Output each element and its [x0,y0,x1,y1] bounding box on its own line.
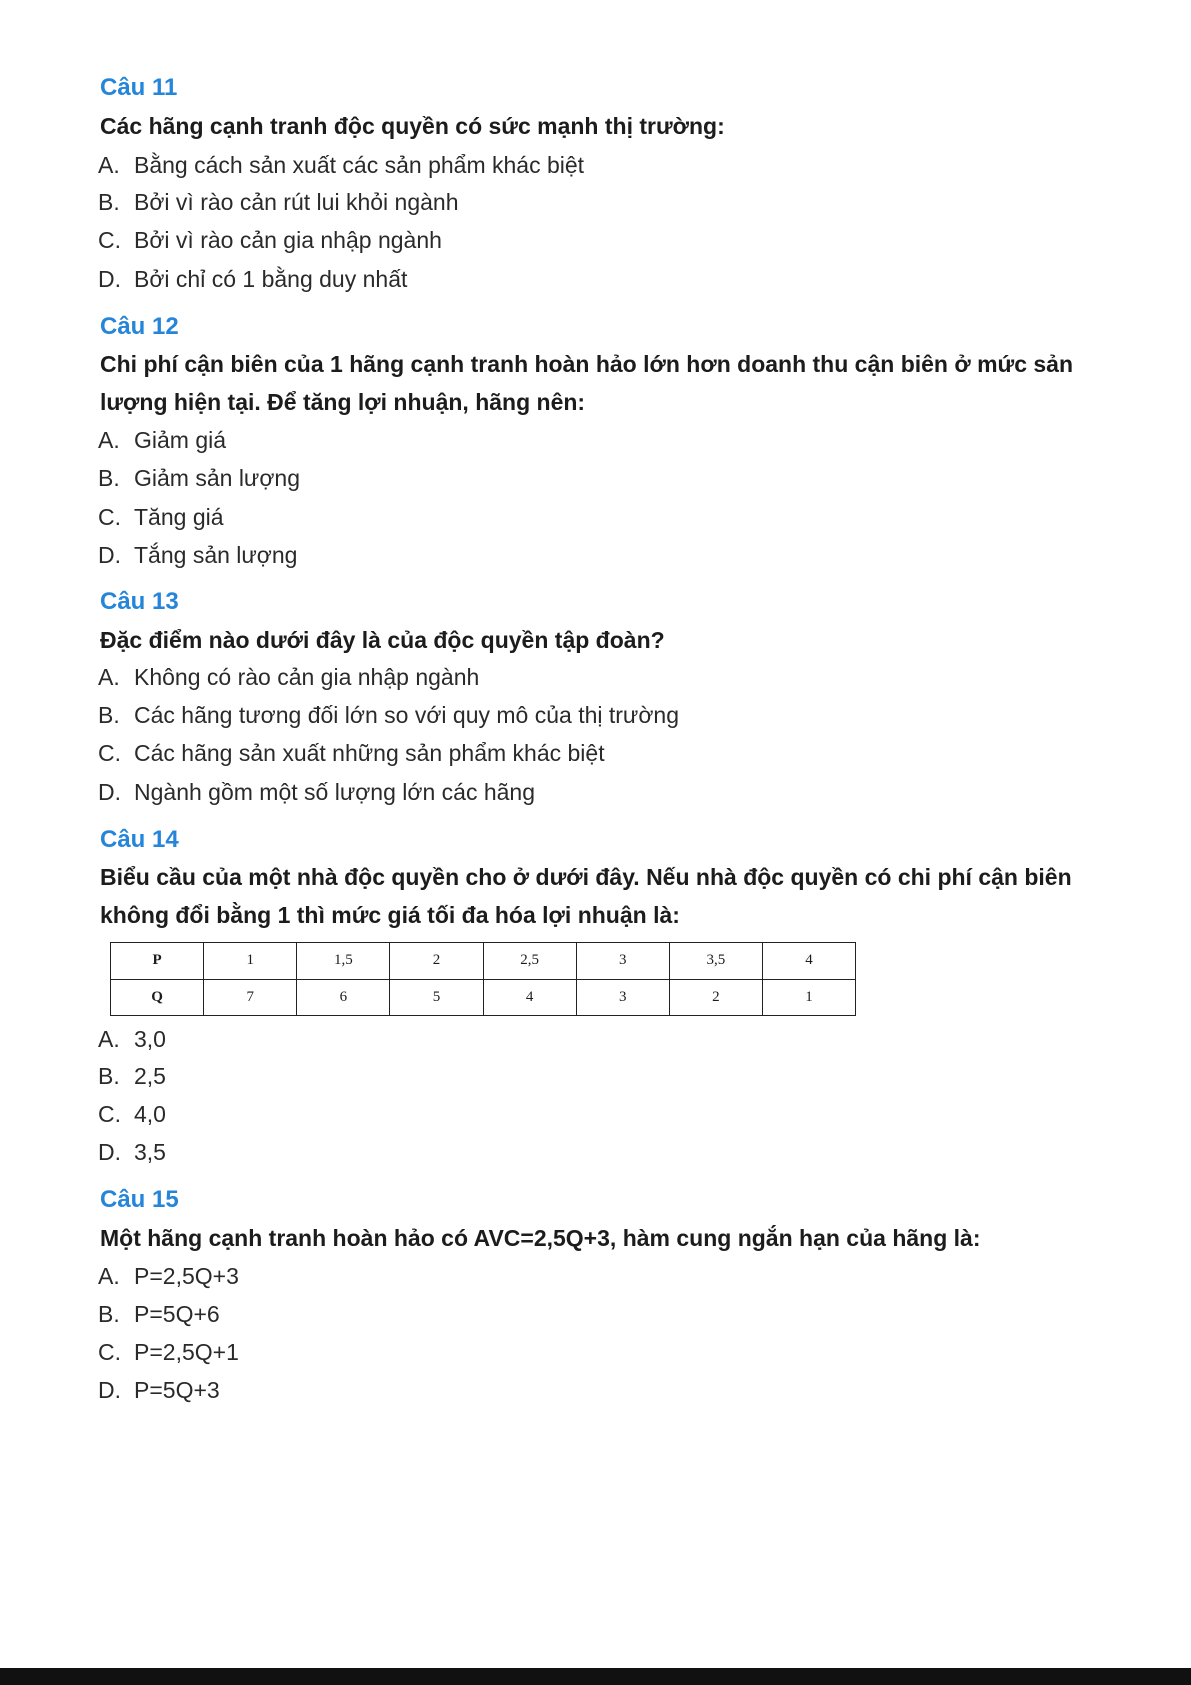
question-12-option-b [98,463,300,493]
option-text: Tăng giá [134,504,224,530]
question-13-option-a [98,662,479,692]
option-letter: B. [98,702,120,728]
option-text: Giảm giá [134,427,227,453]
option-letter: A. [98,664,120,690]
option-text: 2,5 [134,1063,166,1089]
option-letter: B. [98,465,120,491]
quantity-header-cell: Q [111,979,204,1016]
option-text: Bởi vì rào cản gia nhập ngành [134,227,442,253]
question-15-option-c [98,1337,239,1367]
price-row [111,943,856,980]
option-text: P=2,5Q+3 [134,1263,239,1289]
option-letter: D. [98,542,121,568]
question-12-title: Câu 12 [100,313,179,340]
option-text: 3,0 [134,1026,166,1052]
question-11-option-a [98,150,584,180]
question-13-title: Câu 13 [100,588,179,615]
question-13-stem: Đặc điểm nào dưới đây là của độc quyền tập đoàn? [100,627,665,653]
option-text: Không có rào cản gia nhập ngành [134,664,480,690]
option-text: P=5Q+6 [134,1301,220,1327]
question-14-title: Câu 14 [100,826,179,853]
option-letter: D. [98,266,121,292]
option-letter: A. [98,1263,120,1289]
question-11-option-d [98,264,407,294]
option-letter: D. [98,779,121,805]
question-14-option-c [98,1099,166,1129]
quantity-cell: 5 [390,979,483,1016]
price-cell: 2 [390,943,483,980]
option-letter: A. [98,427,120,453]
quantity-cell: 1 [762,979,855,1016]
option-text: Ngành gồm một số lượng lớn các hãng [134,779,535,805]
question-15-option-b [98,1299,220,1329]
question-11-option-c [98,225,442,255]
question-12-option-d [98,540,297,570]
option-letter: D. [98,1139,121,1165]
option-letter: B. [98,189,120,215]
option-letter: B. [98,1301,120,1327]
price-cell: 1,5 [297,943,390,980]
option-text: Giảm sản lượng [134,465,300,491]
quantity-cell: 3 [576,979,669,1016]
question-13-option-b [98,700,679,730]
option-text: 3,5 [134,1139,166,1165]
option-letter: D. [98,1377,121,1403]
option-letter: B. [98,1063,120,1089]
option-text: Các hãng sản xuất những sản phẩm khác biệt [134,740,605,766]
option-text: P=2,5Q+1 [134,1339,239,1365]
option-letter: C. [98,504,121,530]
option-letter: A. [98,1026,120,1052]
quantity-cell: 7 [204,979,297,1016]
option-text: Bởi vì rào cản rút lui khỏi ngành [134,189,459,215]
question-12-option-a [98,425,226,455]
option-text: P=5Q+3 [134,1377,220,1403]
quantity-row [111,979,856,1016]
question-14-option-d [98,1137,166,1167]
question-15-option-a [98,1261,239,1291]
demand-schedule-table [110,942,856,1016]
question-15-option-d [98,1375,220,1405]
question-14-option-b [98,1061,166,1091]
quantity-cell: 2 [669,979,762,1016]
question-15-title: Câu 15 [100,1186,179,1213]
option-text: Bởi chỉ có 1 bằng duy nhất [134,266,408,292]
price-header-cell: P [111,943,204,980]
price-cell: 1 [204,943,297,980]
option-letter: C. [98,1339,121,1365]
question-11-option-b [98,187,458,217]
price-cell: 3 [576,943,669,980]
bottom-edge-bar [0,1668,1191,1685]
option-text: 4,0 [134,1101,166,1127]
price-cell: 3,5 [669,943,762,980]
price-cell: 4 [762,943,855,980]
question-12-stem: Chi phí cận biên của 1 hãng cạnh tranh hoàn hảo lớn hơn doanh thu cận biên ở mức sản lượng hiện tại. Để tăng lợi nhuận, hãng nên: [100,351,1074,415]
question-15-stem: Một hãng cạnh tranh hoàn hảo có AVC=2,5Q+3, hàm cung ngắn hạn của hãng là: [100,1225,981,1251]
question-11-stem: Các hãng cạnh tranh độc quyền có sức mạnh thị trường: [100,113,725,139]
question-13-option-d [98,777,535,807]
question-14-stem: Biểu cầu của một nhà độc quyền cho ở dưới đây. Nếu nhà độc quyền có chi phí cận biên không đổi bằng 1 thì mức giá tối đa hóa lợi nhuận là: [100,864,1072,928]
quantity-cell: 6 [297,979,390,1016]
price-cell: 2,5 [483,943,576,980]
option-letter: A. [98,152,120,178]
option-letter: C. [98,740,121,766]
question-12-option-c [98,502,224,532]
option-letter: C. [98,227,121,253]
question-11-title: Câu 11 [100,74,178,101]
question-14-option-a [98,1024,166,1054]
option-text: Bằng cách sản xuất các sản phẩm khác biệt [134,152,585,178]
question-13-option-c [98,738,605,768]
quantity-cell: 4 [483,979,576,1016]
option-text: Tắng sản lượng [134,542,298,568]
option-text: Các hãng tương đối lớn so với quy mô của thị trường [134,702,679,728]
option-letter: C. [98,1101,121,1127]
